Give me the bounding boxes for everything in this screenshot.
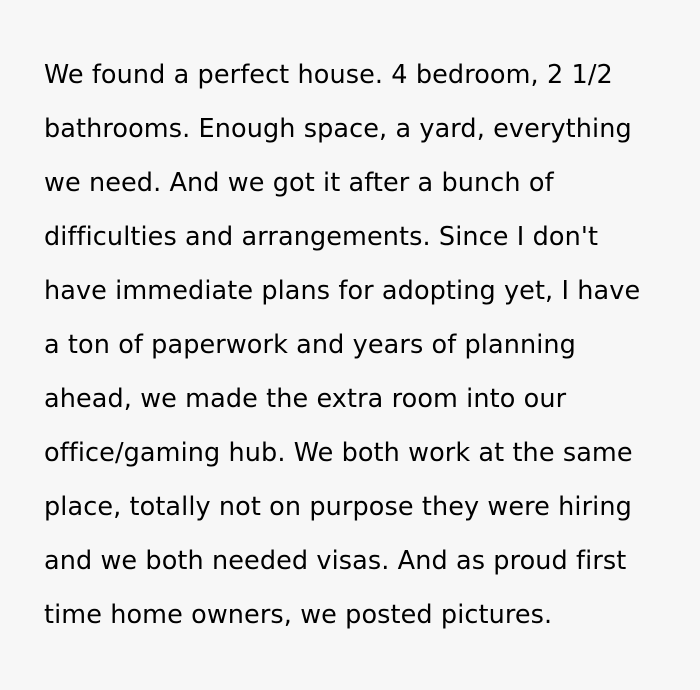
story-paragraph: We found a perfect house. 4 bedroom, 2 1/2 bathrooms. Enough space, a yard, everything we need. And we got it after a bunch of difficulties and arrangements. Since I don't have immediate plans for adopting yet, I have a ton of paperwork and years of planning ahead, we made the extra room into our office/gaming hub. We both work at the same place, totally not on purpose they were hiring and we both needed visas. And as proud first time home owners, we posted pictures. bbox=[44, 59, 649, 630]
